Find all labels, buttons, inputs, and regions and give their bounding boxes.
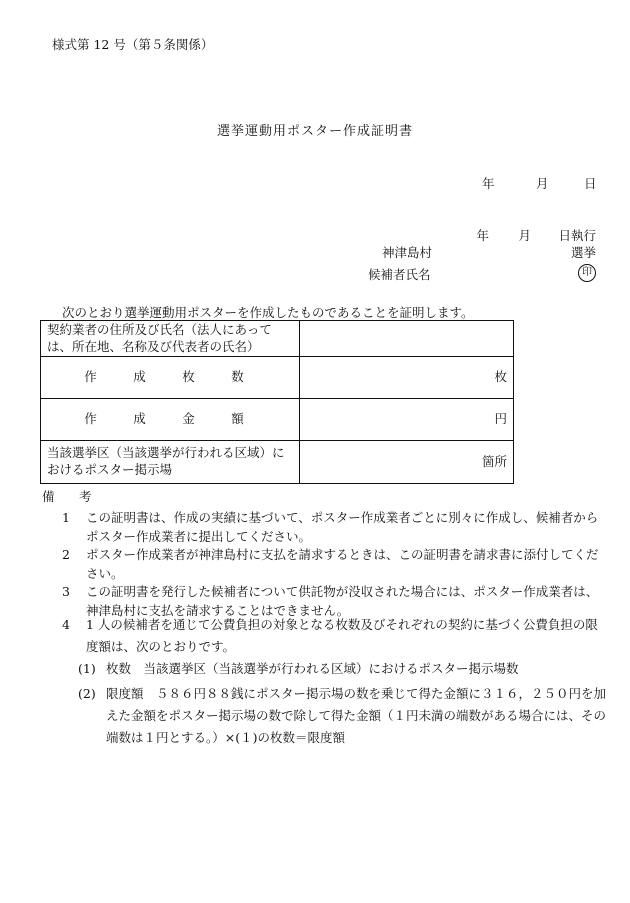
date-year: 年 xyxy=(482,176,495,191)
note-4 xyxy=(62,614,602,658)
note-text: 1 人の候補者を通じて公費負担の対象となる枚数及びそれぞれの契約に基づく公費負担の限度額は、次のとおりです。 xyxy=(86,617,598,654)
note-1 xyxy=(62,508,602,546)
subnote-number: (2) xyxy=(78,686,96,701)
date-month: 月 xyxy=(536,176,549,191)
subnote-2 xyxy=(78,683,606,749)
election-date xyxy=(476,228,596,244)
note-text: ポスター作成業者が神津島村に支払を請求するときは、この証明書を請求書に添付してください。 xyxy=(86,547,599,581)
subnote-1 xyxy=(78,658,606,680)
table-row xyxy=(41,321,514,357)
certificate-table xyxy=(40,320,514,484)
form-number: 様式第 12 号（第５条関係） xyxy=(52,37,214,52)
note-number: 1 xyxy=(62,510,70,525)
amount-unit: 円 xyxy=(300,399,514,441)
amount-label: 作 成 金 額 xyxy=(41,399,300,441)
intro-statement: 次のとおり選挙運動用ポスターを作成したものであることを証明します。 xyxy=(62,305,474,320)
contractor-label: 契約業者の住所及び氏名（法人にあっては、所在地、名称及び代表者の氏名） xyxy=(41,321,300,357)
poster-board-unit: 箇所 xyxy=(300,441,514,484)
seal-mark: 印 xyxy=(578,264,596,282)
election-month: 月 xyxy=(518,228,531,243)
subnote-number: (1) xyxy=(78,661,96,676)
note-text: この証明書は、作成の実績に基づいて、ポスター作成業者ごとに別々に作成し、候補者からポスター作成業者に提出してください。 xyxy=(86,510,599,544)
candidate-name-label: 候補者氏名 xyxy=(368,267,431,282)
notes-heading: 備 考 xyxy=(42,489,98,504)
village-name: 神津島村 xyxy=(382,245,433,260)
election-day-exec: 日執行 xyxy=(558,228,596,243)
quantity-unit: 枚 xyxy=(300,357,514,399)
election-label: 選挙 xyxy=(570,245,596,260)
contractor-value[interactable] xyxy=(300,321,514,357)
table-row xyxy=(41,357,514,399)
election-year: 年 xyxy=(476,228,489,243)
table-row xyxy=(41,399,514,441)
document-title: 選挙運動用ポスター作成証明書 xyxy=(216,124,413,139)
poster-board-label: 当該選挙区（当該選挙が行われる区域）におけるポスター掲示場 xyxy=(41,441,300,484)
issue-date xyxy=(482,176,596,192)
note-text: この証明書を発行した候補者について供託物が没収された場合には、ポスター作成業者は、神津島村に支払を請求することはできません。 xyxy=(86,584,599,618)
quantity-label: 作 成 枚 数 xyxy=(41,357,300,399)
note-number: 2 xyxy=(62,547,70,562)
subnote-text: 限度額 ５８６円８８銭にポスター掲示場の数を乗じて得た金額に３１６，２５０円を加えた金額をポスター掲示場の数で除して得た金額（１円未満の端数がある場合には、その端数は１円とする。）×(１)の枚数＝限度額 xyxy=(106,686,607,745)
table-row xyxy=(41,441,514,484)
note-number: 4 xyxy=(62,617,70,632)
subnote-text: 枚数 当該選挙区（当該選挙が行われる区域）におけるポスター掲示場数 xyxy=(106,661,519,676)
note-number: 3 xyxy=(62,584,70,599)
note-2 xyxy=(62,545,602,583)
date-day: 日 xyxy=(584,176,597,191)
